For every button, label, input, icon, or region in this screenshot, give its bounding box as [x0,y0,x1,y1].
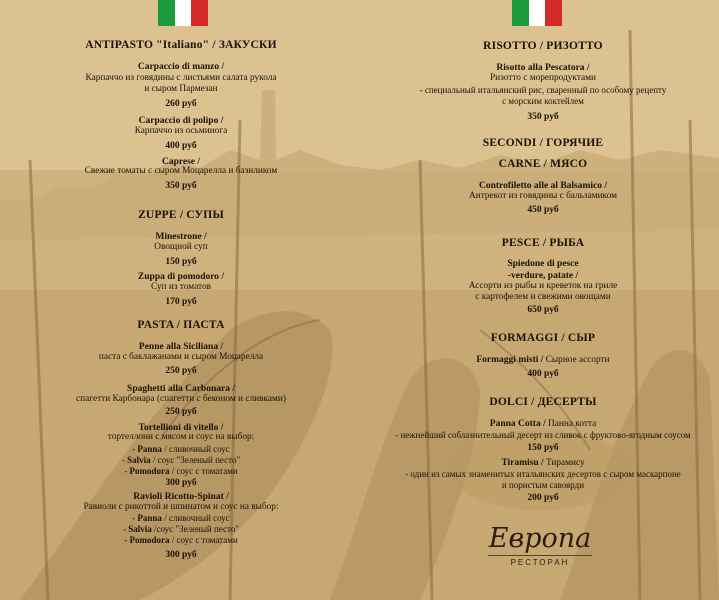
dish-price: 260 руб [165,99,197,109]
restaurant-logo [484,524,596,567]
section-title-pasta: PASTA / ПАСТА [137,319,225,331]
dish-line: Formaggi misti / Сырное ассорти [476,355,610,365]
dish-price: 300 руб [165,550,197,560]
italian-flag-icon [158,0,208,26]
italian-flag-icon [512,0,562,26]
dish-line: Panna Cotta / Панна котта [489,419,597,429]
dish-description: паста с баклажанами и сыром Моцарелла [98,352,264,362]
dish-description: - специальный итальянский рис, сваренный по особому рецепту [419,85,667,95]
dish-name: Tortellioni di vitello / [138,423,224,433]
dish-name: Carpaccio di manzo / [137,62,225,72]
dish-name: Penne alla Siciliana / [138,342,224,352]
dish-price: 170 руб [165,297,197,307]
dish-description: Суп из томатов [151,282,211,292]
section-title-dolci: DOLCI / ДЕСЕРТЫ [489,396,597,408]
dish-name: Spaghetti alla Carbonara / [127,384,235,394]
dish-price: 300 руб [165,478,197,488]
section-title-pesce: PESCE / РЫБА [501,237,585,249]
dish-description: Овощной суп [154,242,208,252]
dish-description: Равиоли с рикоттой и шпинатом и соус на выбор: [83,502,279,512]
dish-price: 450 руб [527,205,559,215]
sauce-option: - Panna / сливочный соус [132,513,230,523]
dish-name: Risotto alla Pescatora / [496,63,590,73]
section-title-formaggi: FORMAGGI / СЫР [490,332,596,344]
dish-price: 350 руб [165,181,197,191]
dish-name: Ravioli Ricotto-Spinat / [133,492,229,502]
sauce-option: - Salvia /соус "Зеленый песто" [122,524,240,534]
menu-right-column [378,0,708,600]
section-title-antipasto: ANTIPASTO "Italiano" / ЗАКУСКИ [85,39,277,51]
dish-description: - один из самых знаменитых итальянских десертов с сыром маскарпоне [405,469,681,479]
dish-name: Zuppa di pomodoro / [137,272,225,282]
dish-name: Controfiletto alle al Balsamico / [478,181,608,191]
logo-subtitle: РЕСТОРАН [510,558,570,567]
dish-price: 150 руб [165,257,197,267]
sauce-option: - Panna / сливочный соус [132,444,230,454]
dish-price: 350 руб [527,112,559,122]
dish-name: Minestrone / [155,232,207,242]
dish-name: -verdure, patate / [507,271,579,281]
sauce-option: - Pomodora / соус с томатами [124,535,238,545]
sauce-option: - Salvia / соус "Зеленый песто" [121,455,241,465]
dish-name: Carpaccio di polipo / [138,116,224,126]
dish-description: и пористым савоярди [501,480,585,490]
dish-description: - нежнейший соблазнительный десерт из сливок с фруктово-ягодным соусом [395,430,691,440]
dish-description: Карпаччо из говядины с листьями салата рукола [85,73,277,83]
dish-price: 250 руб [165,407,197,417]
dish-description: Антрекот из говядины с бальзамиком [469,191,617,201]
section-title-carne: CARNE / МЯСО [498,158,588,170]
dish-description: Ассорти из рыбы и креветок на гриле [468,281,618,291]
dish-line: Tiramisu / Тирамису [501,458,585,468]
logo-title: Европа [488,523,592,554]
dish-description: Карпаччо из осьминога [134,126,228,136]
dish-price: 400 руб [165,141,197,151]
dish-price: 650 руб [527,305,559,315]
logo-divider [488,555,592,556]
section-title-zuppe: ZUPPE / СУПЫ [138,209,224,221]
dish-name: Caprese / [161,157,201,167]
menu-left-column [12,0,350,600]
dish-name: Spiedone di pesce [507,259,579,269]
sauce-option: - Pomodora / соус с томатами [124,466,238,476]
dish-price: 150 руб [527,443,559,453]
dish-description: и сыром Пармезан [144,84,218,94]
section-title-secondi: SECONDI / ГОРЯЧИЕ [482,137,604,149]
dish-description: спагетти Карбонара (спагетти с беконом и сливками) [76,394,286,404]
dish-description: Свежие томаты с сыром Моцарелла и базиликом [84,166,278,176]
dish-description: с картофелем и свежими овощами [475,292,611,302]
section-title-risotto: RISOTTO / РИЗОТТО [483,40,603,52]
dish-description: Ризотто с морепродуктами [490,73,596,83]
dish-price: 200 руб [527,493,559,503]
dish-description: с морским коктейлем [502,96,584,106]
dish-price: 400 руб [527,369,559,379]
dish-price: 250 руб [165,366,197,376]
dish-description: тортеллони с мясом и соус на выбор: [107,432,255,442]
